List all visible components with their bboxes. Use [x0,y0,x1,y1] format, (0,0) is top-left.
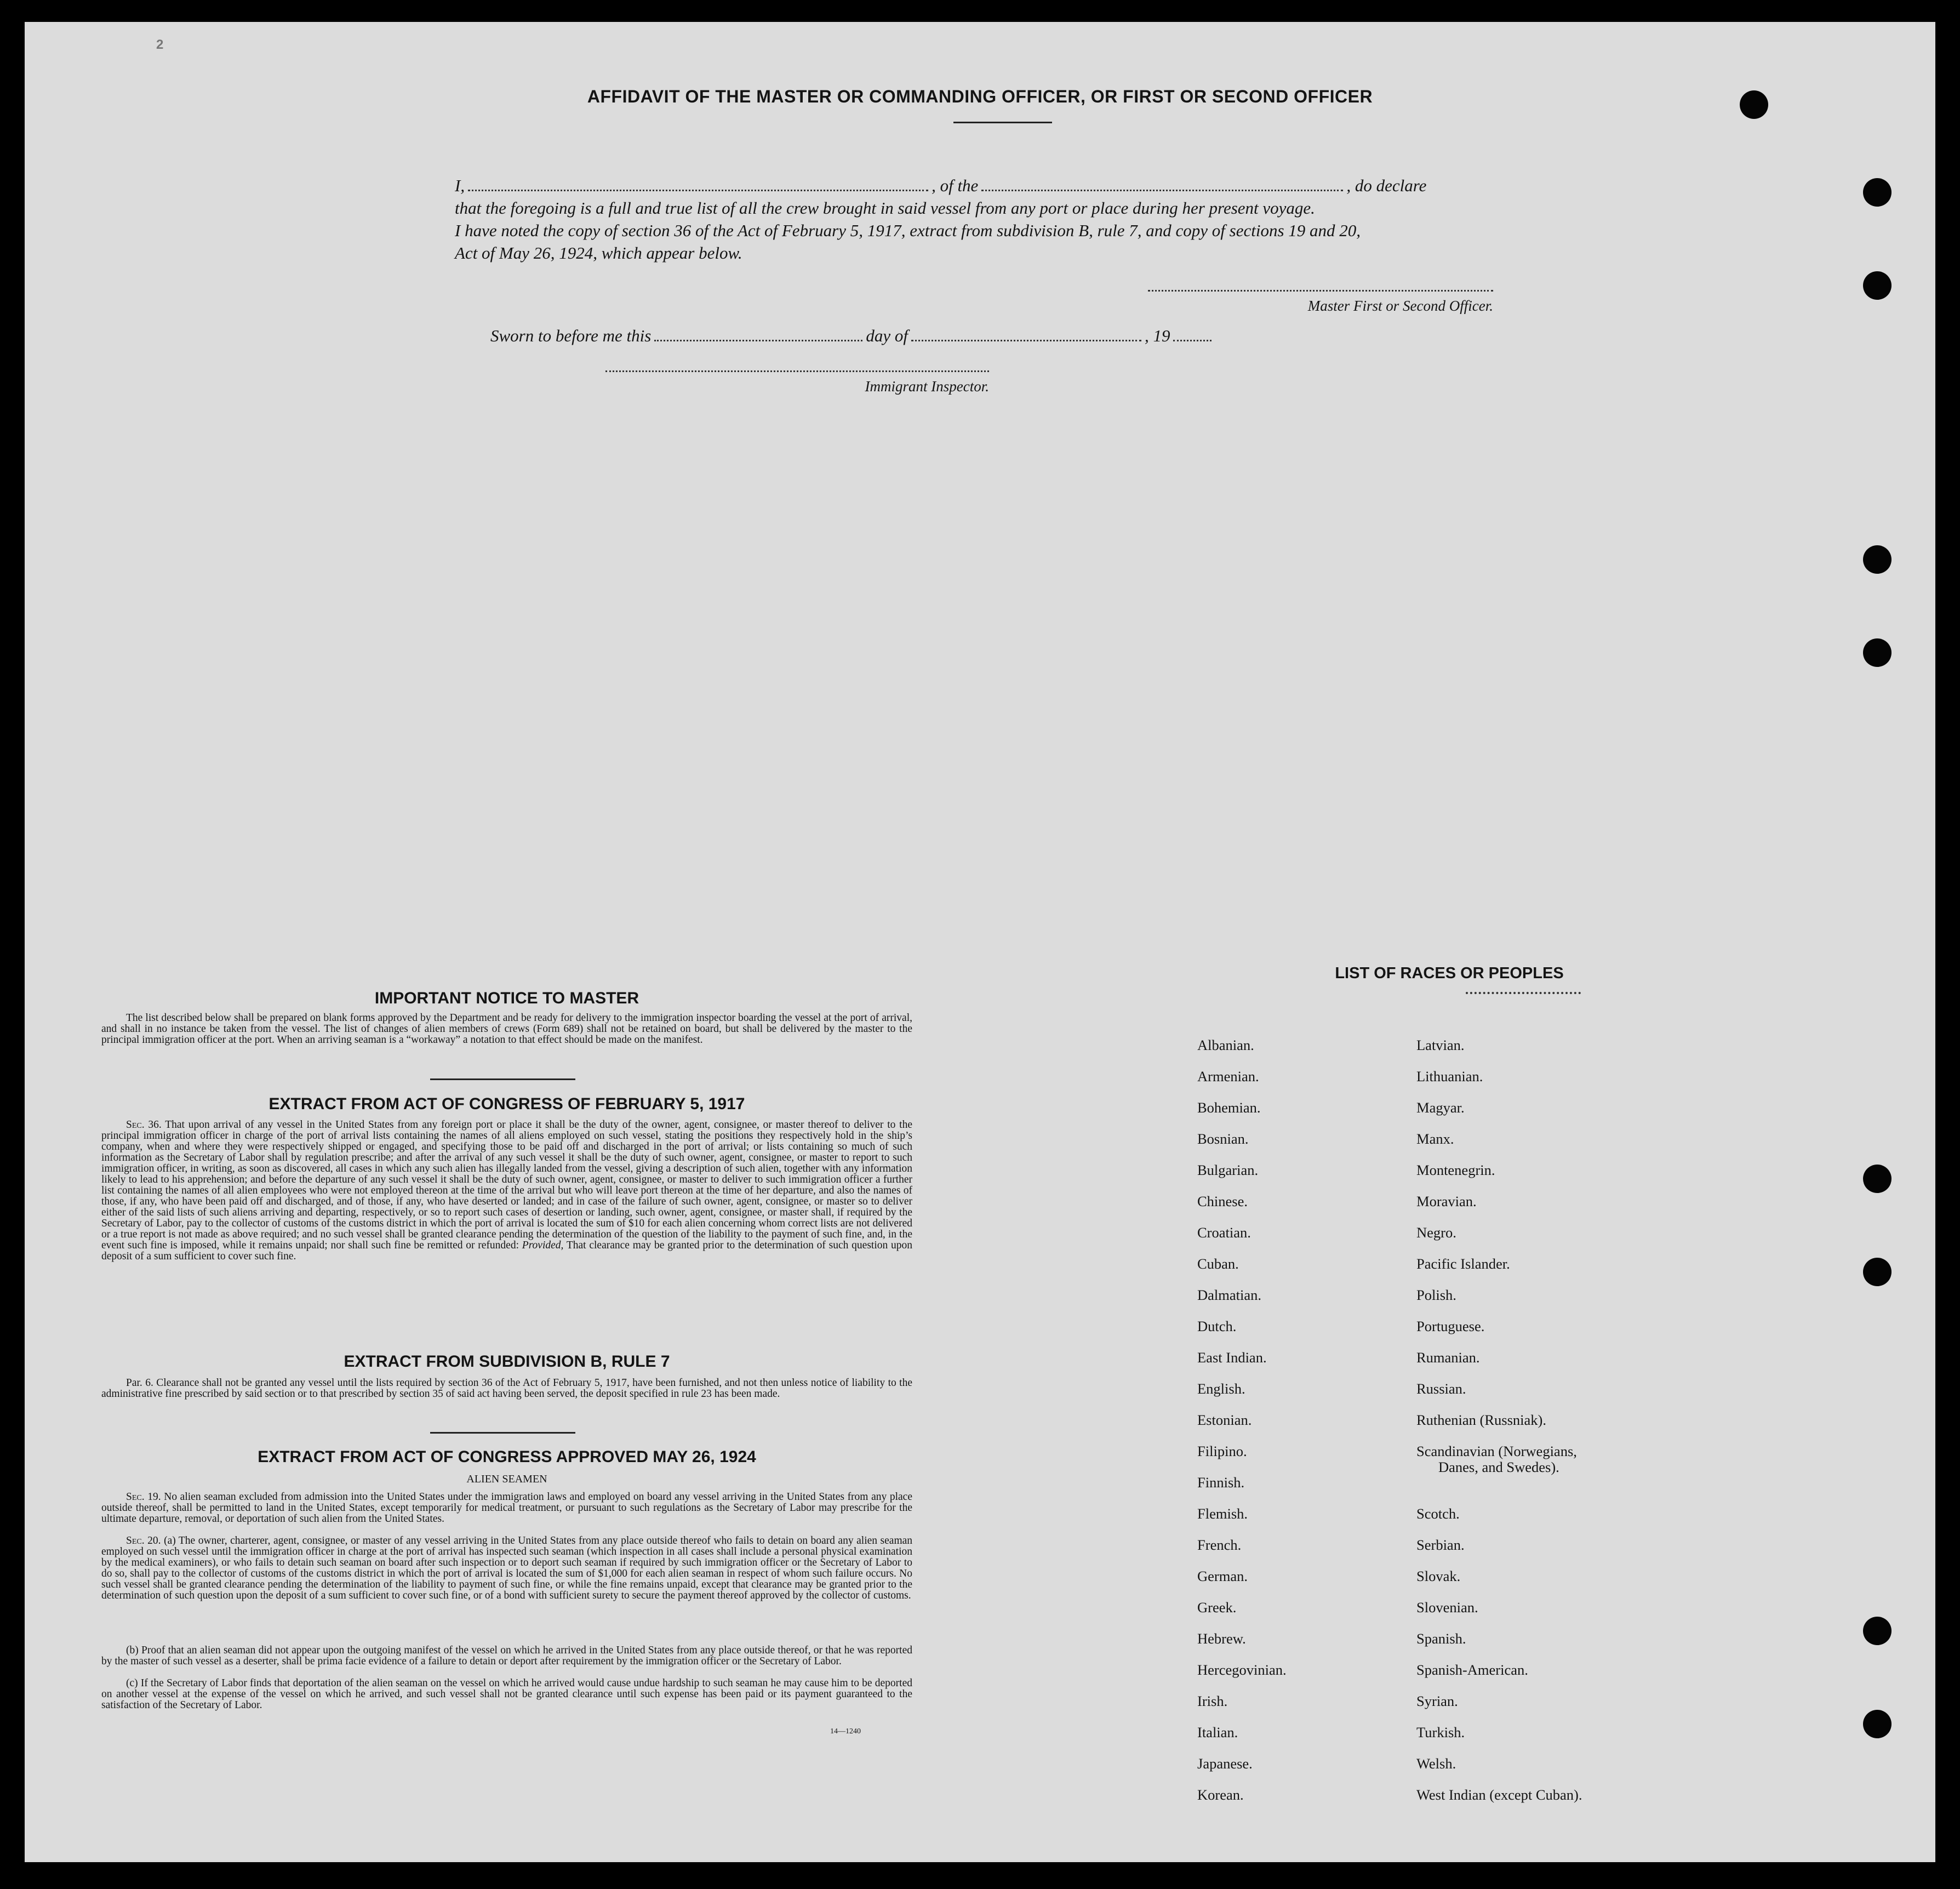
sworn-label: Sworn to before me this [490,326,652,345]
sec20a-body: (a) The owner, charterer, agent, consignee, or master of any vessel arriving in the United States from any place outside thereof who fails to detain on board any alien seaman employed on such vessel until the immigration officer in charge at the port of arrival has inspected such seaman (which inspection in all cases shall include a personal physical examination by the medical examiners), or who fails to detain such seaman on board after such inspection or to deport such seaman if required by such immigration officer or the Secretary of Labor to do so, shall pay to the collector of customs of the customs district in which the port of arrival is located the sum of $1,000 for each alien seaman in respect of whom such failure occurs. No such vessel shall be granted clearance pending the determination of the liability to payment of such fine, or while the fine remains unpaid, except that clearance may be granted prior to the determination of such question upon the deposit of a sum sufficient to cover such fine, or of a bond with sufficient surety to secure the payment thereof approved by the collector of customs. [101,1535,913,1601]
month-blank [911,340,1141,341]
race-item: Spanish. [1416,1630,1466,1647]
race-item: Bohemian. [1197,1099,1261,1116]
rule7-text: Par. 6. Clearance shall not be granted any vessel until the lists required by section 36 of the Act of February 5, 1917, have been furnished, and not then unless notice of liability to the administrative fine prescribed by said section or to that prescribed by section 35 of said act having been served, the deposit specified in rule 23 has been made. [101,1377,912,1400]
binder-hole [1863,545,1892,574]
race-item: Hebrew. [1197,1630,1246,1647]
binder-hole [1863,1258,1892,1286]
race-item: Serbian. [1416,1537,1465,1553]
race-item: Albanian. [1197,1037,1254,1053]
sec36-body-end: That clearance may be granted prior to the determination of such question upon deposit of a sum sufficient to cover such fine. [101,1240,912,1262]
race-item: Finnish. [1197,1474,1245,1491]
sec36-text [101,1120,912,1262]
declaration-of-the: , of the [932,176,979,195]
race-item: Slovenian. [1416,1599,1478,1616]
race-item: Scandinavian (Norwegians, [1416,1443,1577,1459]
affidavit-declaration [455,174,1540,264]
signature-blank [1148,290,1493,292]
race-item: Manx. [1416,1131,1454,1147]
race-item: Lithuanian. [1416,1068,1483,1085]
binder-hole [1863,1165,1892,1193]
race-item: Montenegrin. [1416,1162,1495,1178]
race-item: Moravian. [1416,1193,1477,1209]
sec19-label: Sec. 19. [126,1491,161,1503]
sec36-label: Sec. 36. [126,1119,162,1131]
master-signature-label: Master First or Second Officer. [1307,298,1493,314]
race-item: Portuguese. [1416,1318,1485,1334]
year-label: , 19 [1144,326,1170,345]
provided-label: Provided, [522,1240,564,1251]
race-item: Irish. [1197,1693,1228,1709]
binder-hole [1863,271,1892,300]
race-item: Ruthenian (Russniak). [1416,1412,1546,1428]
extract-1924-title: EXTRACT FROM ACT OF CONGRESS APPROVED MAY 26, 1924 [258,1448,756,1466]
binder-hole [1863,1710,1892,1738]
race-item: Rumanian. [1416,1349,1480,1366]
vessel-blank [981,190,1343,191]
inspector-blank [605,370,989,372]
race-item: Russian. [1416,1380,1466,1397]
sec20a-text [101,1536,912,1601]
race-item: Armenian. [1197,1068,1259,1085]
sec20-label: Sec. 20. [126,1535,161,1546]
sec36-body: That upon arrival of any vessel in the United States from any foreign port or place it shall be the duty of the owner, agent, consignee, or master thereof to deliver to the principal immigration officer in charge of the port of arrival lists containing the names of all aliens employed on such vessel, stating the positions they respectively hold in the ship’s company, when and where they were respectively shipped or engaged, and specifying those to be paid off and discharged in the port of arrival; or lists containing so much of such information as the Secretary of Labor shall by regulation prescribe; and after the arrival of any such vessel it shall be the duty of such owner, agent, consignee, or master to report to such immigration officer, in writing, as soon as discovered, all cases in which any such alien has illegally landed from the vessel, giving a description of such alien, together with any information likely to lead to his apprehension; and before the departure of any such vessel it shall be the duty of such owner, agent, consignee, or master to deliver to such immigration officer a further list containing the names of all alien employees who were not employed thereon at the time of the arrival but who will leave port thereon at the time of her departure, and also the names of those, if any, who have been paid off and discharged, and of those, if any, who have deserted or landed; and in case of the failure of such owner, agent, consignee, or master so to deliver either of the said lists of such aliens arriving and departing, respectively, or so to report such cases of desertion or landing, such owner, agent, consignee, or master shall, if required by the Secretary of Labor, pay to the collector of customs of the customs district in which the port of arrival is located the sum of $10 for each alien concerning whom correct lists are not delivered or a true report is not made as above required; and no such vessel shall be granted clearance pending the determination of the question of the liability to the payment of such fine, and, in the event such fine is imposed, while it remains unpaid; nor shall such fine be remitted or refunded: [101,1119,912,1251]
race-item: Polish. [1416,1287,1456,1303]
sworn-statement [490,326,1215,346]
page-number: 2 [156,37,164,52]
divider [430,1078,575,1080]
binder-hole [1863,1617,1892,1645]
race-item: Dutch. [1197,1318,1237,1334]
race-item: Scotch. [1416,1505,1460,1522]
alien-seamen-subtitle: ALIEN SEAMEN [466,1473,547,1485]
year-blank [1173,340,1212,341]
sec19-body: No alien seaman excluded from admission into the United States under the immigration laws and employed on board any vessel arriving in the United States from any place outside thereof, shall be permitted to land in the United States, except temporarily for medical treatment, or pursuant to such regulations as the Secretary of Labor may prescribe for the ultimate departure, removal, or deportation of such alien from the United States. [101,1491,912,1525]
name-blank [468,190,928,191]
race-item: Syrian. [1416,1693,1458,1709]
notice-title: IMPORTANT NOTICE TO MASTER [374,989,639,1007]
race-item: Estonian. [1197,1412,1252,1428]
race-item: Italian. [1197,1724,1238,1740]
race-item: Dalmatian. [1197,1287,1261,1303]
notice-text: The list described below shall be prepared on blank forms approved by the Department and be ready for delivery to the immigration inspector boarding the vessel at the port of arrival, and shall in no instance be taken from the vessel. The list of changes of alien members of crews (Form 689) shall not be retained on board, but shall be delivered by the master to the principal immigration officer at the port. When an arriving seaman is a “workaway” a notation to that effect should be made on the manifest. [101,1012,912,1046]
declaration-i: I, [455,176,465,195]
race-item: Croatian. [1197,1224,1251,1241]
race-item: Hercegovinian. [1197,1662,1287,1678]
divider [953,122,1052,123]
declaration-line: that the foregoing is a full and true list of all the crew brought in said vessel from any port or place during her present voyage. [455,198,1315,218]
race-item: Negro. [1416,1224,1456,1241]
declaration-line: Act of May 26, 1924, which appear below. [455,243,742,262]
race-item: Magyar. [1416,1099,1465,1116]
race-item: Cuban. [1197,1255,1239,1272]
affidavit-title: AFFIDAVIT OF THE MASTER OR COMMANDING OFFICER, OR FIRST OR SECOND OFFICER [587,87,1373,106]
race-item: Spanish-American. [1416,1662,1528,1678]
race-item: Danes, and Swedes). [1438,1459,1559,1475]
race-item: Latvian. [1416,1037,1465,1053]
day-blank [654,340,862,341]
race-item: Bulgarian. [1197,1162,1259,1178]
inspector-signature [595,359,989,395]
race-item: West Indian (except Cuban). [1416,1787,1582,1803]
sec20c-text: (c) If the Secretary of Labor finds that deportation of the alien seaman on the vessel on which he arrived would cause undue hardship to such seaman he may cause him to be deported on another vessel at the expense of the vessel on which he arrived, and such vessel shall not be granted clearance until such expense has been paid or its payment guaranteed to the satisfaction of the Secretary of Labor. [101,1677,912,1711]
race-item: Filipino. [1197,1443,1247,1459]
dotted-leader [1466,992,1581,994]
race-item: Welsh. [1416,1755,1456,1772]
master-signature [1142,278,1493,315]
race-item: Japanese. [1197,1755,1253,1772]
divider [430,1432,575,1434]
race-item: German. [1197,1568,1248,1584]
inspector-label: Immigrant Inspector. [865,378,989,395]
race-item: Chinese. [1197,1193,1248,1209]
race-item: Slovak. [1416,1568,1461,1584]
race-item: English. [1197,1380,1245,1397]
races-title: LIST OF RACES OR PEOPLES [1335,965,1564,982]
day-of-label: day of [866,326,908,345]
declaration-do-declare: , do declare [1346,176,1427,195]
extract-1917-title: EXTRACT FROM ACT OF CONGRESS OF FEBRUARY 5, 1917 [268,1095,745,1113]
race-item: Pacific Islander. [1416,1255,1510,1272]
binder-hole [1863,178,1892,207]
form-number: 14—1240 [830,1727,861,1736]
binder-hole [1863,638,1892,667]
race-item: Flemish. [1197,1505,1248,1522]
declaration-line: I have noted the copy of section 36 of the Act of February 5, 1917, extract from subdivision B, rule 7, and copy of sections 19 and 20, [455,221,1361,240]
race-item: Turkish. [1416,1724,1465,1740]
race-item: East Indian. [1197,1349,1267,1366]
document-page [25,22,1935,1862]
race-item: Greek. [1197,1599,1237,1616]
sec20b-text: (b) Proof that an alien seaman did not appear upon the outgoing manifest of the vessel on which he arrived in the United States from any place outside thereof, or that he was reported by the master of such vessel as a deserter, shall be prima facie evidence of a failure to detain or deport after requirement by the immigration officer or the Secretary of Labor. [101,1645,912,1667]
race-item: Korean. [1197,1787,1244,1803]
race-item: Bosnian. [1197,1131,1249,1147]
sec19-text [101,1492,912,1525]
race-item: French. [1197,1537,1242,1553]
rule7-title: EXTRACT FROM SUBDIVISION B, RULE 7 [344,1352,670,1371]
